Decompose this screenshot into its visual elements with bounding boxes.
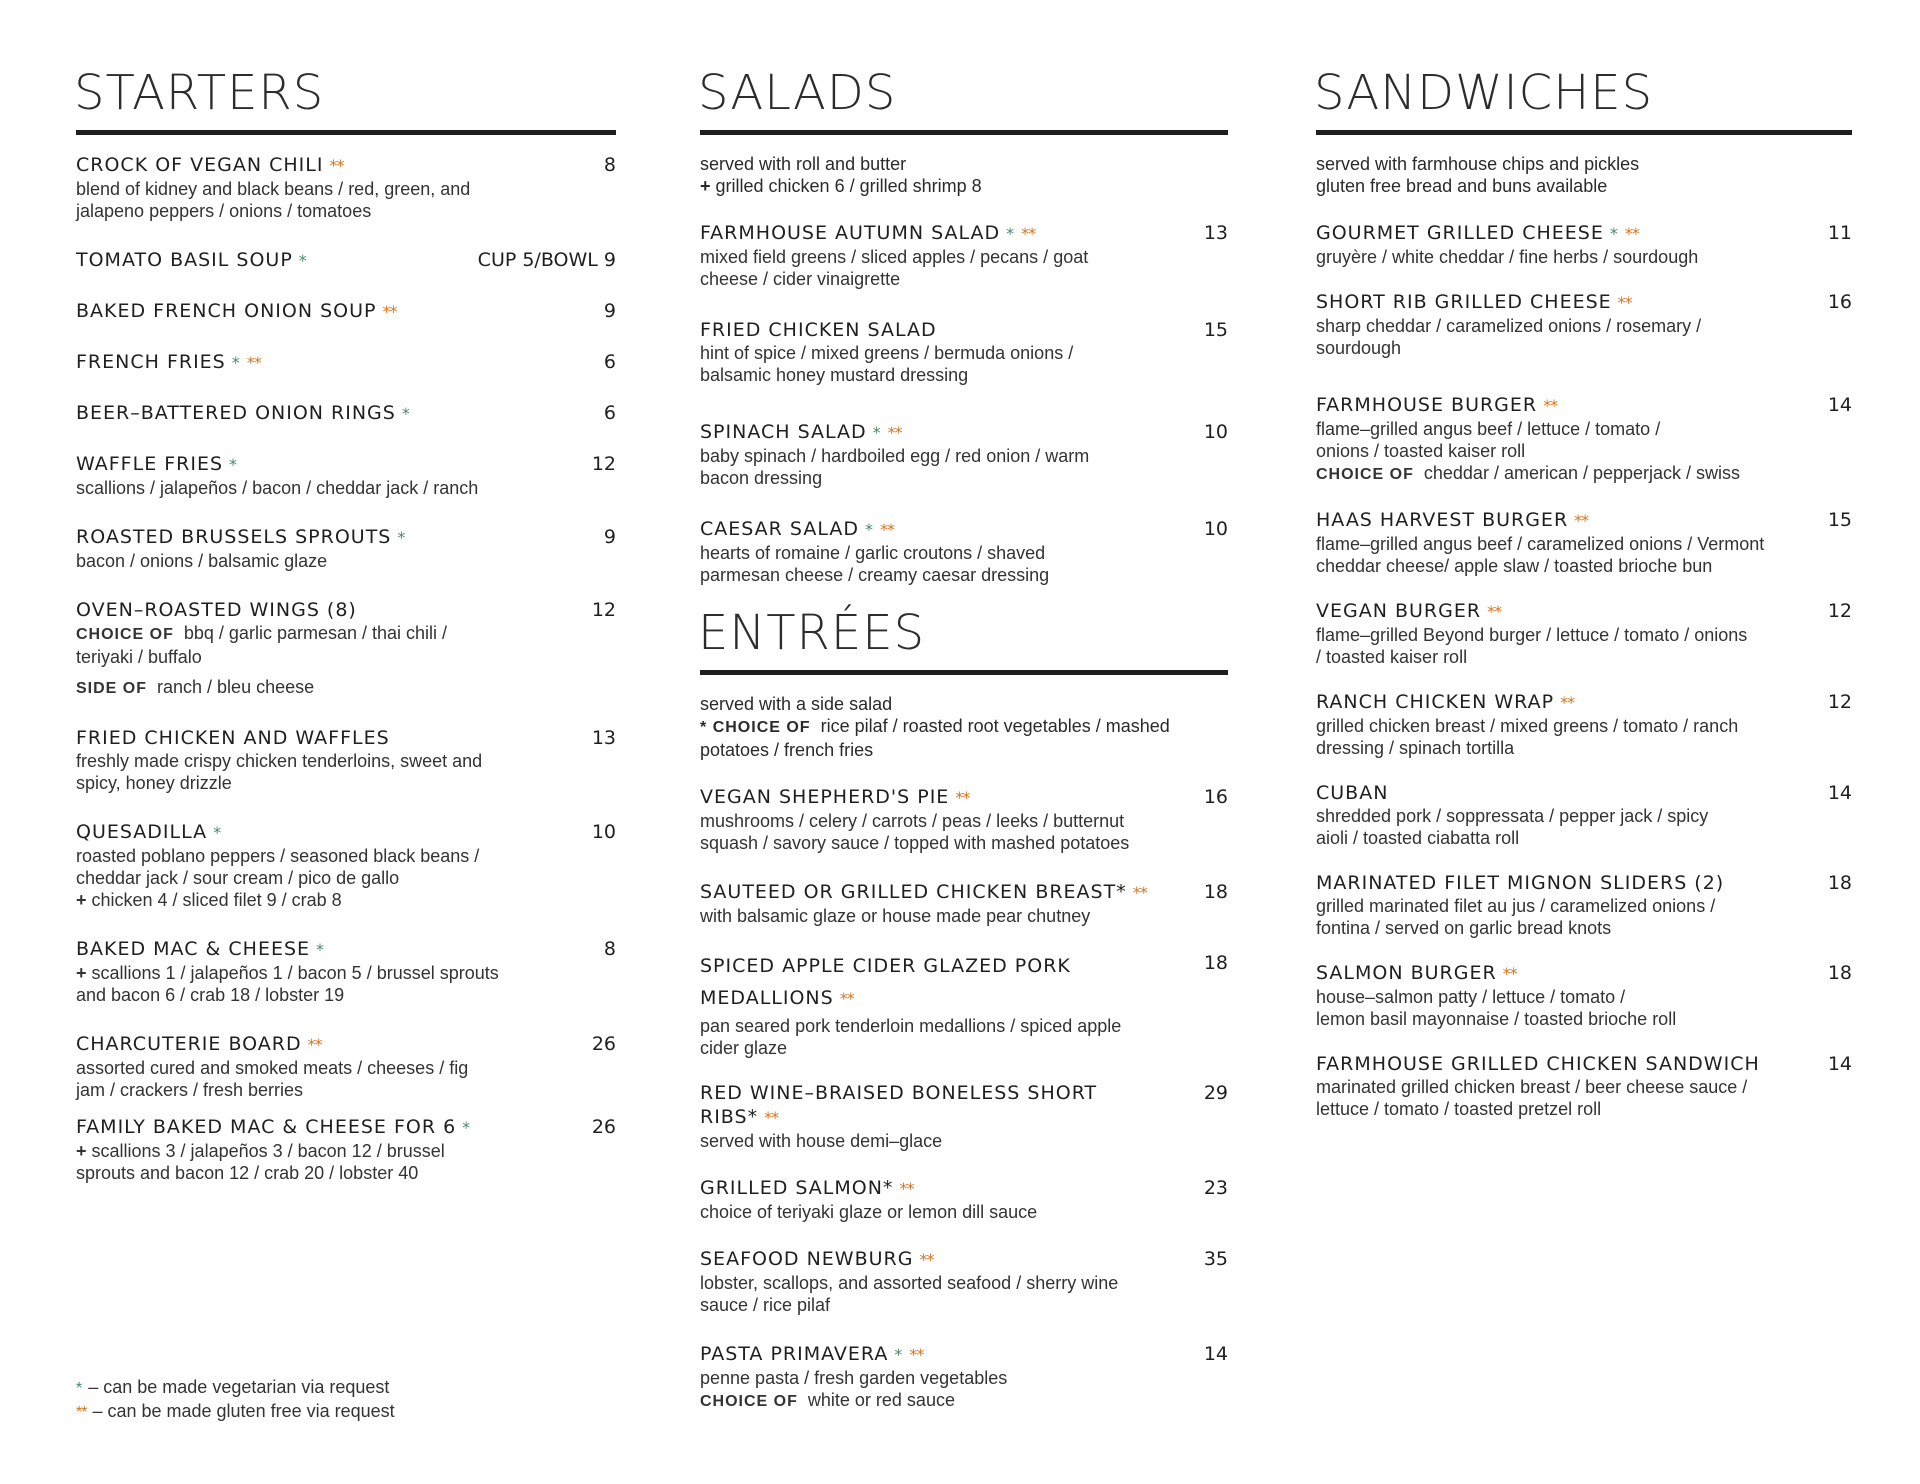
item-name-cont: MEDALLIONS <box>700 987 834 1009</box>
item-price: 12 <box>591 599 616 621</box>
item-name: SEAFOOD NEWBURG <box>700 1248 914 1270</box>
menu-item <box>700 1342 1228 1413</box>
item-description: bacon / onions / balsamic glaze <box>76 551 328 571</box>
item-description: shredded pork / soppressata / pepper jack / spicy <box>1316 806 1709 826</box>
starters-list <box>76 153 616 1184</box>
item-description: sauce / rice pilaf <box>700 1295 831 1315</box>
gluten-free-mark-icon: ** <box>1543 396 1558 415</box>
item-description: flame–grilled angus beef / lettuce / tomato / <box>1316 419 1661 439</box>
sandwiches-list <box>1316 221 1852 1120</box>
vegetarian-mark-icon: * <box>1609 224 1619 243</box>
sandwiches-intro-text-2: gluten free bread and buns available <box>1316 176 1608 196</box>
item-name-line <box>1316 871 1852 895</box>
item-price: 35 <box>1203 1248 1228 1270</box>
choice-label: CHOICE OF <box>700 1393 798 1410</box>
gluten-free-mark-icon: ** <box>909 1345 924 1364</box>
side-label: SIDE OF <box>76 680 148 697</box>
legend-gf-text: – can be made gluten free via request <box>92 1401 395 1421</box>
menu-item <box>1316 599 1852 668</box>
gluten-free-mark-icon: ** <box>1617 293 1632 312</box>
item-price: 26 <box>591 1116 616 1138</box>
menu-item <box>700 517 1228 586</box>
item-name-line <box>76 598 616 622</box>
section-rule <box>1316 130 1852 135</box>
gluten-free-mark-icon: ** <box>382 302 397 321</box>
menu-item <box>700 951 1228 1059</box>
item-description: roasted poblano peppers / seasoned black beans / <box>76 846 480 866</box>
item-name-line <box>700 1176 1228 1201</box>
menu-item <box>1316 508 1852 577</box>
item-description: jam / crackers / fresh berries <box>76 1080 304 1100</box>
item-description: lobster, scallops, and assorted seafood / sherry wine <box>700 1273 1119 1293</box>
item-name: MARINATED FILET MIGNON SLIDERS (2) <box>1316 872 1725 894</box>
item-name: BAKED FRENCH ONION SOUP <box>76 300 377 322</box>
item-price: 12 <box>591 453 616 475</box>
choice-text: white or red sauce <box>807 1390 955 1410</box>
item-name: SAUTEED OR GRILLED CHICKEN BREAST* <box>700 881 1127 903</box>
item-addon <box>76 1140 616 1162</box>
item-name: SHORT RIB GRILLED CHEESE <box>1316 291 1612 313</box>
menu-item <box>700 1081 1228 1152</box>
entrees-list <box>700 785 1228 1413</box>
item-name-line <box>1316 1052 1852 1076</box>
item-name-line <box>76 1032 616 1057</box>
vegetarian-mark-icon: * <box>401 404 411 423</box>
item-side <box>76 676 616 700</box>
item-name-line <box>700 785 1228 810</box>
plus-icon: + <box>76 1141 92 1161</box>
item-price: 8 <box>603 154 616 176</box>
item-price: 13 <box>1203 222 1228 244</box>
gluten-free-mark-icon: ** <box>246 353 261 372</box>
item-addon-text: scallions 1 / jalapeños 1 / bacon 5 / brussel sprouts <box>91 963 499 983</box>
item-description: lettuce / tomato / toasted pretzel roll <box>1316 1099 1602 1119</box>
salads-intro-text: served with roll and butter <box>700 154 907 174</box>
item-price: CUP 5/BOWL 9 <box>477 249 616 271</box>
item-description: squash / savory sauce / topped with mashed potatoes <box>700 833 1130 853</box>
item-description: assorted cured and smoked meats / cheeses / fig <box>76 1058 469 1078</box>
vegetarian-mark-icon: * <box>298 251 308 270</box>
gluten-free-mark-icon: ** <box>879 520 894 539</box>
item-price: 9 <box>603 300 616 322</box>
choice-label-text: CHOICE OF <box>712 719 811 736</box>
entrees-intro-text: served with a side salad <box>700 694 893 714</box>
item-price: 14 <box>1827 782 1852 804</box>
salads-addon-text: grilled chicken 6 / grilled shrimp 8 <box>715 176 982 196</box>
item-description: choice of teriyaki glaze or lemon dill sauce <box>700 1202 1038 1222</box>
item-addon <box>76 962 616 984</box>
item-name-line <box>76 452 616 477</box>
item-description: cider glaze <box>700 1038 788 1058</box>
item-price: 6 <box>603 351 616 373</box>
item-name: GOURMET GRILLED CHEESE <box>1316 222 1604 244</box>
item-name: PASTA PRIMAVERA <box>700 1343 889 1365</box>
item-addon-text: scallions 3 / jalapeños 3 / bacon 12 / brussel <box>91 1141 445 1161</box>
item-price: 12 <box>1827 600 1852 622</box>
menu-item <box>76 248 616 273</box>
menu-item <box>76 1115 616 1184</box>
item-name: FARMHOUSE GRILLED CHICKEN SANDWICH <box>1316 1053 1760 1075</box>
menu-item <box>700 880 1228 927</box>
item-name: QUESADILLA <box>76 821 208 843</box>
item-name: FARMHOUSE BURGER <box>1316 394 1538 416</box>
item-name-line <box>76 350 616 375</box>
item-name-line <box>700 221 1228 246</box>
item-name: FAMILY BAKED MAC & CHEESE FOR 6 <box>76 1116 457 1138</box>
item-description: aioli / toasted ciabatta roll <box>1316 828 1520 848</box>
item-description: jalapeno peppers / onions / tomatoes <box>76 201 372 221</box>
item-price: 12 <box>1827 691 1852 713</box>
item-name: FARMHOUSE AUTUMN SALAD <box>700 222 1001 244</box>
item-name-line <box>1316 508 1852 533</box>
item-description: parmesan cheese / creamy caesar dressing <box>700 565 1050 585</box>
item-name: HAAS HARVEST BURGER <box>1316 509 1569 531</box>
item-name: SPICED APPLE CIDER GLAZED PORK <box>700 955 1071 977</box>
item-name-line <box>700 318 1228 342</box>
starters-column <box>76 62 616 1210</box>
item-price: 18 <box>1827 872 1852 894</box>
item-name-line <box>76 299 616 324</box>
menu-item <box>700 1176 1228 1223</box>
item-name: SPINACH SALAD <box>700 421 867 443</box>
plus-icon: + <box>76 890 92 910</box>
item-description: served with house demi–glace <box>700 1131 943 1151</box>
vegetarian-mark-icon: * <box>1006 224 1016 243</box>
item-name-line <box>1316 690 1852 715</box>
asterisk-mark: * <box>700 719 708 736</box>
item-name: WAFFLE FRIES <box>76 453 224 475</box>
item-description: pan seared pork tenderloin medallions / spiced apple <box>700 1016 1122 1036</box>
section-title-starters: STARTERS <box>74 65 325 121</box>
item-description: sourdough <box>1316 338 1402 358</box>
section-rule <box>76 130 616 135</box>
item-description: blend of kidney and black beans / red, green, and <box>76 179 471 199</box>
menu-item <box>1316 690 1852 759</box>
item-name: VEGAN SHEPHERD'S PIE <box>700 786 950 808</box>
gluten-free-mark-icon: ** <box>1624 224 1639 243</box>
item-name-line <box>76 820 616 845</box>
entrees-choice-text: rice pilaf / roasted root vegetables / mashed <box>820 716 1170 736</box>
gluten-free-mark-icon: ** <box>329 156 344 175</box>
item-name-line <box>1316 781 1852 805</box>
item-description: house–salmon patty / lettuce / tomato / <box>1316 987 1626 1007</box>
entrees-intro <box>700 693 1228 761</box>
item-description: mixed field greens / sliced apples / pecans / goat <box>700 247 1089 267</box>
item-name-line <box>1316 393 1852 418</box>
item-name: BAKED MAC & CHEESE <box>76 938 311 960</box>
item-description: balsamic honey mustard dressing <box>700 365 969 385</box>
item-description: cheese / cider vinaigrette <box>700 269 901 289</box>
item-description: hint of spice / mixed greens / bermuda onions / <box>700 343 1074 363</box>
item-description: with balsamic glaze or house made pear chutney <box>700 906 1091 926</box>
gluten-free-mark-icon: ** <box>1574 511 1589 530</box>
menu-item <box>1316 781 1852 849</box>
item-description: scallions / jalapeños / bacon / cheddar jack / ranch <box>76 478 479 498</box>
gluten-free-mark-icon: ** <box>1560 693 1575 712</box>
choice-label: CHOICE OF <box>76 626 174 643</box>
menu-item <box>1316 871 1852 939</box>
item-addon-text: chicken 4 / sliced filet 9 / crab 8 <box>91 890 342 910</box>
item-name-line <box>1316 599 1852 624</box>
item-choice <box>76 622 616 646</box>
menu-item <box>76 153 616 222</box>
menu-item <box>76 1032 616 1101</box>
item-addon-cont: sprouts and bacon 12 / crab 20 / lobster 40 <box>76 1163 419 1183</box>
item-description: cheddar cheese/ apple slaw / toasted brioche bun <box>1316 556 1713 576</box>
item-price: 18 <box>1827 962 1852 984</box>
item-description: spicy, honey drizzle <box>76 773 232 793</box>
item-name: ROASTED BRUSSELS SPROUTS <box>76 526 392 548</box>
item-name: FRIED CHICKEN AND WAFFLES <box>76 727 390 749</box>
item-description: mushrooms / celery / carrots / peas / leeks / butternut <box>700 811 1125 831</box>
item-price: 26 <box>591 1033 616 1055</box>
salads-entrees-column <box>700 62 1228 1439</box>
gluten-free-mark-icon: ** <box>76 1404 87 1421</box>
entrees-intro-choice <box>700 715 1228 739</box>
item-name: TOMATO BASIL SOUP <box>76 249 293 271</box>
sandwiches-intro-text: served with farmhouse chips and pickles <box>1316 154 1640 174</box>
gluten-free-mark-icon: ** <box>764 1108 779 1127</box>
menu-item <box>76 401 616 426</box>
menu-item <box>76 820 616 911</box>
legend-veg-text: – can be made vegetarian via request <box>88 1377 390 1397</box>
item-price: 8 <box>603 938 616 960</box>
menu-item <box>76 726 616 794</box>
menu-item <box>1316 961 1852 1030</box>
menu-item <box>1316 1052 1852 1120</box>
item-description: hearts of romaine / garlic croutons / shaved <box>700 543 1046 563</box>
choice-text: cheddar / american / pepperjack / swiss <box>1423 463 1741 483</box>
item-description: onions / toasted kaiser roll <box>1316 441 1526 461</box>
item-addon <box>76 889 616 911</box>
item-addon-cont: and bacon 6 / crab 18 / lobster 19 <box>76 985 345 1005</box>
item-description: dressing / spinach tortilla <box>1316 738 1515 758</box>
vegetarian-mark-icon: * <box>462 1118 472 1137</box>
item-price: 15 <box>1827 509 1852 531</box>
item-price: 10 <box>591 821 616 843</box>
item-price: 14 <box>1203 1343 1228 1365</box>
item-description: gruyère / white cheddar / fine herbs / sourdough <box>1316 247 1699 267</box>
item-description: baby spinach / hardboiled egg / red onion / warm <box>700 446 1090 466</box>
vegetarian-mark-icon: * <box>229 455 239 474</box>
sandwiches-intro <box>1316 153 1852 197</box>
gluten-free-mark-icon: ** <box>955 788 970 807</box>
choice-text: bbq / garlic parmesan / thai chili / <box>183 623 448 643</box>
item-name: FRIED CHICKEN SALAD <box>700 319 937 341</box>
vegetarian-mark-icon: * <box>316 940 326 959</box>
item-name: CAESAR SALAD <box>700 518 859 540</box>
item-name-line <box>700 951 1228 1015</box>
item-name: CHARCUTERIE BOARD <box>76 1033 302 1055</box>
item-price: 16 <box>1827 291 1852 313</box>
item-name-line <box>1316 961 1852 986</box>
item-name-line <box>700 420 1228 445</box>
item-name: RANCH CHICKEN WRAP <box>1316 691 1555 713</box>
item-description: flame–grilled Beyond burger / lettuce / tomato / onions <box>1316 625 1748 645</box>
choice-label: CHOICE OF <box>1316 466 1414 483</box>
item-name-line <box>76 937 616 962</box>
item-price: 23 <box>1203 1177 1228 1199</box>
legend-gluten-free <box>76 1400 395 1424</box>
menu-item <box>76 299 616 324</box>
vegetarian-mark-icon: * <box>894 1345 904 1364</box>
item-description: cheddar jack / sour cream / pico de gallo <box>76 868 400 888</box>
section-rule <box>700 670 1228 675</box>
entrees-choice-label <box>700 719 811 736</box>
item-description: grilled chicken breast / mixed greens / tomato / ranch <box>1316 716 1739 736</box>
item-name-line <box>76 1115 616 1140</box>
item-price: 11 <box>1827 222 1852 244</box>
item-name-line <box>700 1342 1228 1367</box>
vegetarian-mark-icon: * <box>864 520 874 539</box>
sandwiches-column <box>1316 62 1852 1146</box>
menu-item <box>76 937 616 1006</box>
item-name: VEGAN BURGER <box>1316 600 1482 622</box>
item-name-line <box>700 880 1228 905</box>
section-title-salads: SALADS <box>698 65 897 121</box>
menu-item <box>700 318 1228 386</box>
item-description: sharp cheddar / caramelized onions / rosemary / <box>1316 316 1702 336</box>
gluten-free-mark-icon: ** <box>307 1035 322 1054</box>
item-name-line <box>76 401 616 426</box>
item-name-line <box>1316 221 1852 246</box>
item-price: 18 <box>1203 881 1228 903</box>
item-name: FRENCH FRIES <box>76 351 226 373</box>
vegetarian-mark-icon: * <box>76 1380 83 1397</box>
vegetarian-mark-icon: * <box>872 423 882 442</box>
item-description: grilled marinated filet au jus / caramelized onions / <box>1316 896 1716 916</box>
item-price: 13 <box>591 727 616 749</box>
item-name-line <box>1316 290 1852 315</box>
item-description: fontina / served on garlic bread knots <box>1316 918 1612 938</box>
salads-intro <box>700 153 1228 197</box>
item-description: / toasted kaiser roll <box>1316 647 1468 667</box>
item-description: bacon dressing <box>700 468 823 488</box>
vegetarian-mark-icon: * <box>397 528 407 547</box>
menu-item <box>1316 290 1852 359</box>
item-name-line <box>700 1081 1228 1130</box>
menu-item <box>76 525 616 572</box>
item-name-line <box>76 525 616 550</box>
menu-item <box>1316 221 1852 268</box>
item-name: BEER–BATTERED ONION RINGS <box>76 402 396 424</box>
side-text: ranch / bleu cheese <box>157 677 315 697</box>
item-name: CROCK OF VEGAN CHILI <box>76 154 324 176</box>
item-price: 18 <box>1203 952 1228 974</box>
gluten-free-mark-icon: ** <box>887 423 902 442</box>
section-rule <box>700 130 1228 135</box>
item-name: CUBAN <box>1316 782 1389 804</box>
vegetarian-mark-icon: * <box>231 353 241 372</box>
menu-item <box>76 350 616 375</box>
item-price: 10 <box>1203 518 1228 540</box>
item-name: SALMON BURGER <box>1316 962 1497 984</box>
plus-icon: + <box>700 176 716 196</box>
menu-item <box>700 420 1228 489</box>
item-name: OVEN–ROASTED WINGS (8) <box>76 599 357 621</box>
gluten-free-mark-icon: ** <box>1021 224 1036 243</box>
choice-text-cont: teriyaki / buffalo <box>76 647 202 667</box>
gluten-free-mark-icon: ** <box>919 1250 934 1269</box>
item-name: GRILLED SALMON* <box>700 1177 894 1199</box>
menu-item <box>76 598 616 700</box>
item-price: 10 <box>1203 421 1228 443</box>
legend-vegetarian <box>76 1376 395 1400</box>
menu-item <box>76 452 616 499</box>
gluten-free-mark-icon: ** <box>1502 964 1517 983</box>
dietary-legend <box>76 1376 395 1424</box>
plus-icon: + <box>76 963 92 983</box>
item-price: 29 <box>1203 1082 1228 1104</box>
item-description: flame–grilled angus beef / caramelized onions / Vermont <box>1316 534 1765 554</box>
section-title-entrees: ENTRÉES <box>698 605 926 661</box>
item-name-line <box>700 1247 1228 1272</box>
item-price: 14 <box>1827 1053 1852 1075</box>
item-price: 14 <box>1827 394 1852 416</box>
item-name-line <box>76 153 616 178</box>
item-description: lemon basil mayonnaise / toasted brioche roll <box>1316 1009 1677 1029</box>
menu-item <box>700 221 1228 290</box>
item-choice <box>1316 462 1852 486</box>
item-description: penne pasta / fresh garden vegetables <box>700 1368 1008 1388</box>
item-name: RED WINE–BRAISED BONELESS SHORT RIBS* <box>700 1082 1098 1128</box>
gluten-free-mark-icon: ** <box>1487 602 1502 621</box>
gluten-free-mark-icon: ** <box>1132 883 1147 902</box>
item-name-line <box>76 726 616 750</box>
item-choice <box>700 1389 1228 1413</box>
item-price: 15 <box>1203 319 1228 341</box>
item-price: 6 <box>603 402 616 424</box>
entrees-intro-choice-cont: potatoes / french fries <box>700 740 874 760</box>
salads-list <box>700 221 1228 586</box>
vegetarian-mark-icon: * <box>213 823 223 842</box>
item-name-line <box>700 517 1228 542</box>
gluten-free-mark-icon: ** <box>899 1179 914 1198</box>
item-description: marinated grilled chicken breast / beer cheese sauce / <box>1316 1077 1748 1097</box>
section-title-sandwiches: SANDWICHES <box>1314 65 1654 121</box>
menu-item <box>700 1247 1228 1316</box>
salads-intro-add <box>700 175 1228 197</box>
item-price: 16 <box>1203 786 1228 808</box>
menu-item <box>1316 393 1852 486</box>
item-description: freshly made crispy chicken tenderloins, sweet and <box>76 751 483 771</box>
menu-item <box>700 785 1228 854</box>
gluten-free-mark-icon: ** <box>839 989 854 1008</box>
item-price: 9 <box>603 526 616 548</box>
